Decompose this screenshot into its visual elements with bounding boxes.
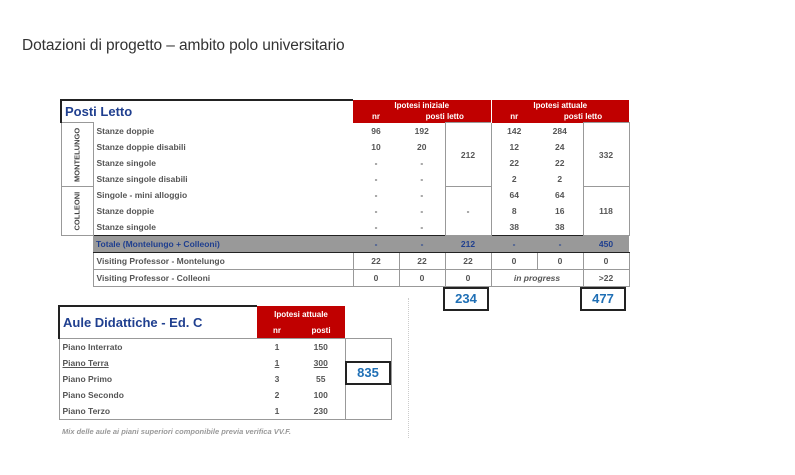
group-initial: Ipotesi iniziale [353, 100, 491, 111]
cell: - [374, 173, 378, 184]
cell: 64 [555, 189, 565, 200]
grand-total-current: 477 [580, 287, 626, 311]
cell: 212 [445, 235, 491, 252]
cell: >22 [583, 269, 629, 286]
row-label: Stanze singole [96, 157, 157, 168]
row-label: Visiting Professor - Montelungo [93, 252, 353, 269]
cell: 55 [297, 371, 345, 387]
cell: 1 [257, 403, 297, 420]
col-posti: posti letto [399, 111, 491, 123]
grand-total-initial: 234 [443, 287, 489, 311]
cell: - [537, 235, 583, 252]
cell: 1 [274, 358, 280, 368]
cell: 150 [297, 339, 345, 356]
cell: 300 [297, 355, 345, 371]
cell: - [399, 235, 445, 252]
cell: 2 [274, 390, 280, 400]
aule-table [58, 305, 392, 420]
cell: - [374, 189, 378, 200]
group-montelungo: MONTELUNGO [61, 123, 93, 187]
cell: 2 [511, 173, 517, 184]
cell: - [420, 221, 424, 232]
colleoni-current-total: 118 [583, 187, 629, 236]
aule-title: Aule Didattiche - Ed. C [59, 306, 257, 339]
cell: - [353, 235, 399, 252]
cell: 38 [555, 221, 565, 232]
total-label: Totale (Montelungo + Colleoni) [93, 235, 353, 252]
total-row [61, 235, 629, 252]
cell: 22 [353, 252, 399, 269]
aule-total: 835 [345, 361, 391, 385]
row-label: Stanze doppie disabili [96, 141, 186, 152]
row-label: Stanze singole disabili [96, 173, 188, 184]
cell: - [374, 205, 378, 216]
visiting-row [61, 269, 629, 286]
cell: 0 [537, 252, 583, 269]
divider [408, 298, 410, 438]
cell: 0 [491, 252, 537, 269]
cell: 12 [509, 141, 519, 152]
row-label: Stanze doppie [96, 125, 155, 136]
cell: 22 [445, 252, 491, 269]
in-progress-label: in progress [491, 269, 583, 286]
aule-note: Mix delle aule ai piani superiori componibile previa verifica VV.F. [62, 427, 291, 436]
cell: 22 [509, 157, 519, 168]
cell: 0 [353, 269, 399, 286]
cell: 3 [274, 374, 280, 384]
row-label: Singole - mini alloggio [96, 189, 188, 200]
page-title: Dotazioni di progetto – ambito polo universitario [22, 37, 345, 54]
row-label: Piano Secondo [59, 387, 257, 403]
cell: - [374, 157, 378, 168]
cell: 0 [445, 269, 491, 286]
aule-group: Ipotesi attuale [257, 306, 345, 322]
cell: 1 [257, 339, 297, 356]
cell: 24 [555, 141, 565, 152]
cell: - [420, 205, 424, 216]
cell: 100 [297, 387, 345, 403]
col-posti: posti letto [537, 111, 629, 123]
cell: 8 [511, 205, 517, 216]
row-label: Piano Terzo [59, 403, 257, 420]
cell: - [491, 235, 537, 252]
cell: 230 [297, 403, 345, 420]
montelungo-current-total: 332 [583, 123, 629, 187]
col-nr: nr [257, 322, 297, 339]
cell: 96 [371, 125, 381, 136]
row-label: Piano Primo [59, 371, 257, 387]
col-posti: posti [297, 322, 345, 339]
cell: - [420, 173, 424, 184]
cell: 10 [371, 141, 381, 152]
cell: 2 [557, 173, 563, 184]
cell: 0 [583, 252, 629, 269]
cell: 16 [555, 205, 565, 216]
col-nr: nr [491, 111, 537, 123]
beds-table [60, 99, 630, 287]
row-label: Piano Interrato [59, 339, 257, 356]
beds-title: Posti Letto [61, 100, 353, 123]
row-label: Stanze doppie [96, 205, 155, 216]
cell: 284 [552, 125, 567, 136]
row-label: Stanze singole [96, 221, 157, 232]
cell: - [374, 221, 378, 232]
cell: 38 [509, 221, 519, 232]
group-current: Ipotesi attuale [491, 100, 629, 111]
cell: 142 [507, 125, 522, 136]
visiting-row [61, 252, 629, 269]
cell: - [420, 157, 424, 168]
cell: 22 [399, 252, 445, 269]
cell: 22 [555, 157, 565, 168]
cell: 450 [583, 235, 629, 252]
cell: 64 [509, 189, 519, 200]
row-label: Piano Terra [59, 355, 257, 371]
cell: 192 [414, 125, 429, 136]
group-colleoni: COLLEONI [61, 187, 93, 236]
cell: 20 [417, 141, 427, 152]
colleoni-initial-total: - [445, 187, 491, 236]
cell: - [420, 189, 424, 200]
cell: 0 [399, 269, 445, 286]
montelungo-initial-total: 212 [445, 123, 491, 187]
row-label: Visiting Professor - Colleoni [93, 269, 353, 286]
col-nr: nr [353, 111, 399, 123]
